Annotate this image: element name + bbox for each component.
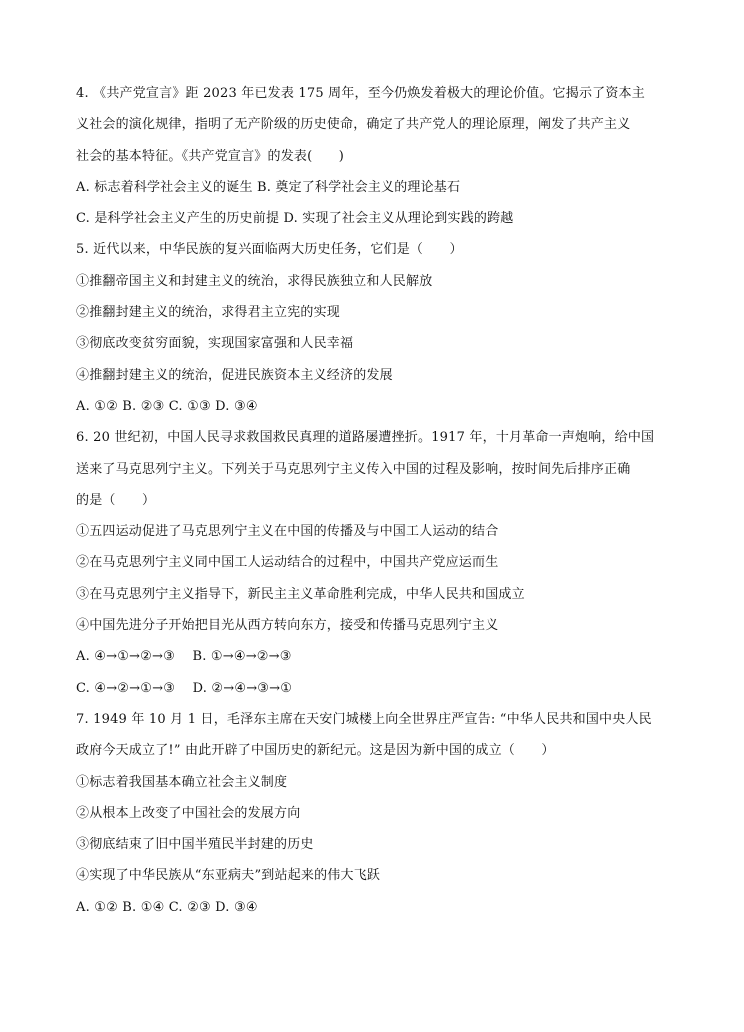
question-7 [76,704,676,923]
question-4-stem-line-3: 社会的基本特征。《共产党宣言》的发表( ) [76,148,345,164]
question-list [76,78,676,923]
question-5-item-2: ②推翻封建主义的统治，求得君主立宪的实现 [76,305,341,321]
question-7-item-3: ③彻底结束了旧中国半殖民半封建的历史 [76,837,314,853]
question-7-stem-line-1: 7. 1949 年 10 月 1 日，毛泽东主席在天安门城楼上向全世界庄严宣告: “中华人民共和国中央人民 [76,711,652,727]
question-6 [76,422,676,704]
question-6-stem-line-1: 6. 20 世纪初，中国人民寻求救国救民真理的道路屡遭挫折。1917 年，十月革命一声炮响，给中国 [76,430,655,446]
question-6-item-1: ①五四运动促进了马克思列宁主义在中国的传播及与中国工人运动的结合 [76,524,499,540]
question-6-options-ab: A. ④→①→②→③ B. ①→④→②→③ [76,649,292,665]
question-5-answer-options: A. ①② B. ②③ C. ①③ D. ③④ [76,398,258,414]
question-5-item-1: ①推翻帝国主义和封建主义的统治，求得民族独立和人民解放 [76,273,433,289]
question-6-item-4: ④中国先进分子开始把目光从西方转向东方，接受和传播马克思列宁主义 [76,618,499,634]
question-4 [76,78,676,234]
question-7-item-1: ①标志着我国基本确立社会主义制度 [76,774,288,790]
question-6-options-cd: C. ④→②→①→③ D. ②→④→③→① [76,680,293,696]
question-6-item-2: ②在马克思列宁主义同中国工人运动结合的过程中，中国共产党应运而生 [76,555,499,571]
question-4-options-cd: C. 是科学社会主义产生的历史前提 D. 实现了社会主义从理论到实践的跨越 [76,211,514,227]
question-6-item-3: ③在马克思列宁主义指导下，新民主主义革命胜利完成，中华人民共和国成立 [76,586,525,602]
question-4-options-ab: A. 标志着科学社会主义的诞生 B. 奠定了科学社会主义的理论基石 [76,179,461,195]
question-5-item-3: ③彻底改变贫穷面貌，实现国家富强和人民幸福 [76,336,354,352]
question-5-stem-line-1: 5. 近代以来，中华民族的复兴面临两大历史任务，它们是（ ） [76,242,463,258]
question-7-stem-line-2: 政府今天成立了!” 由此开辟了中国历史的新纪元。这是因为新中国的成立（ ） [76,743,555,759]
question-4-stem-line-1: 4. 《共产党宣言》距 2023 年已发表 175 周年，至今仍焕发着极大的理论价值。它揭示了资本主 [76,86,645,101]
question-6-stem-line-3: 的是（ ） [76,492,156,508]
question-7-item-2: ②从根本上改变了中国社会的发展方向 [76,805,301,821]
question-5-item-4: ④推翻封建主义的统治，促进民族资本主义经济的发展 [76,367,393,383]
question-6-stem-line-2: 送来了马克思列宁主义。下列关于马克思列宁主义传入中国的过程及影响，按时间先后排序正确 [76,461,631,477]
question-7-answer-options: A. ①② B. ①④ C. ②③ D. ③④ [76,899,258,915]
question-4-stem-line-2: 义社会的演化规律，指明了无产阶级的历史使命，确定了共产党人的理论原理，阐发了共产主义 [76,117,631,133]
question-5 [76,234,676,422]
question-7-item-4: ④实现了中华民族从“东亚病夫”到站起来的伟大飞跃 [76,868,381,884]
